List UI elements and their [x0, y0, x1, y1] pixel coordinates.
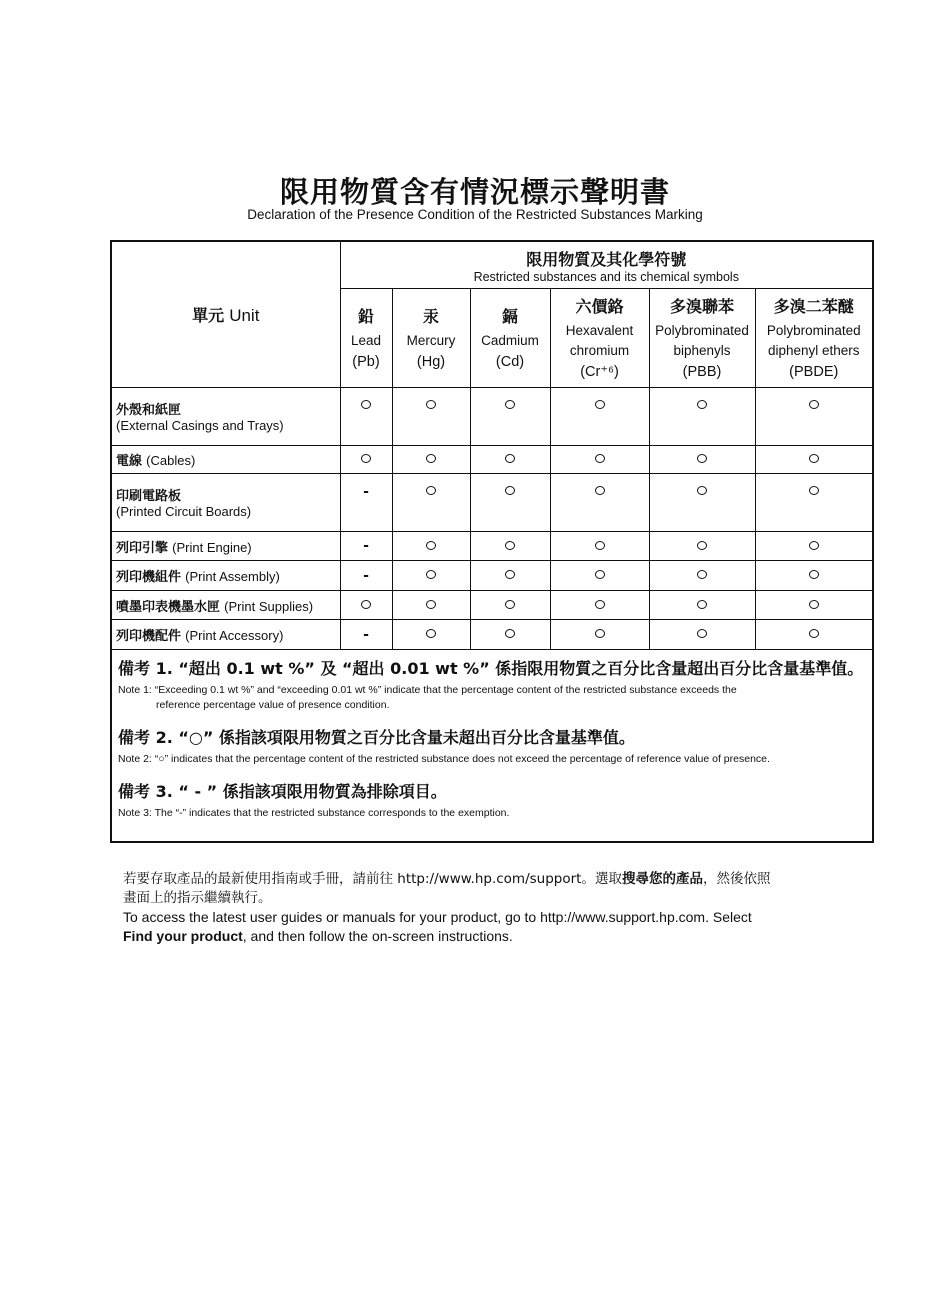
exemption-mark [340, 620, 392, 650]
table-row [112, 620, 872, 650]
not-exceeded-mark [392, 474, 470, 532]
substance-header: 鉛 Lead (Pb) [340, 289, 392, 388]
footer-instructions [123, 870, 863, 946]
circle-icon [595, 486, 605, 495]
not-exceeded-mark [755, 388, 872, 446]
circle-icon [697, 600, 707, 609]
not-exceeded-mark [470, 532, 550, 561]
circle-icon [697, 541, 707, 550]
row-unit-label: 印刷電路板 (Printed Circuit Boards) [112, 474, 340, 532]
table-row [112, 474, 872, 532]
circle-icon [505, 454, 515, 463]
not-exceeded-mark [392, 620, 470, 650]
circle-icon [595, 400, 605, 409]
substance-header: 多溴聯苯 Polybrominated biphenyls (PBB) [649, 289, 755, 388]
dash-mark: - [363, 626, 369, 643]
substance-header: 六價鉻 Hexavalent chromium (Cr⁺⁶) [550, 289, 649, 388]
not-exceeded-mark [755, 620, 872, 650]
row-unit-label: 列印引擎 (Print Engine) [112, 532, 340, 561]
dash-mark: - [363, 567, 369, 584]
substance-header: 汞 Mercury (Hg) [392, 289, 470, 388]
not-exceeded-mark [649, 474, 755, 532]
row-unit-label: 噴墨印表機墨水匣 (Print Supplies) [112, 591, 340, 620]
row-unit-label: 列印機組件 (Print Assembly) [112, 561, 340, 591]
not-exceeded-mark [470, 561, 550, 591]
circle-icon [697, 486, 707, 495]
footer-zh: 若要存取產品的最新使用指南或手冊，請前往 http://www.hp.com/support。選取搜尋您的產品，然後依照 畫面上的指示繼續執行。 [123, 871, 771, 906]
circle-icon [809, 600, 819, 609]
not-exceeded-mark [649, 591, 755, 620]
circle-icon [595, 570, 605, 579]
exemption-mark [340, 532, 392, 561]
circle-icon [595, 454, 605, 463]
not-exceeded-mark [649, 388, 755, 446]
row-unit-label: 列印機配件 (Print Accessory) [112, 620, 340, 650]
circle-icon [595, 541, 605, 550]
not-exceeded-mark [340, 591, 392, 620]
circle-icon [505, 600, 515, 609]
circle-icon [426, 600, 436, 609]
not-exceeded-mark [649, 532, 755, 561]
circle-icon [697, 400, 707, 409]
substance-header: 鎘 Cadmium (Cd) [470, 289, 550, 388]
circle-icon [595, 600, 605, 609]
circle-icon [505, 400, 515, 409]
not-exceeded-mark [755, 446, 872, 474]
circle-icon [426, 454, 436, 463]
not-exceeded-mark [550, 591, 649, 620]
not-exceeded-mark [550, 532, 649, 561]
circle-icon [426, 541, 436, 550]
substances-group-header: 限用物質及其化學符號 Restricted substances and its chemical symbols [340, 242, 872, 289]
not-exceeded-mark [755, 532, 872, 561]
circle-icon [697, 629, 707, 638]
circle-icon [361, 600, 371, 609]
not-exceeded-mark [550, 388, 649, 446]
not-exceeded-mark [550, 620, 649, 650]
not-exceeded-mark [340, 388, 392, 446]
restricted-substances-table [112, 242, 872, 650]
row-unit-label: 電線 (Cables) [112, 446, 340, 474]
note-3: 備考 3. “ - ” 係指該項限用物質為排除項目。 Note 3: The “-” indicates that the restricted substance corresponds to the exemption. [118, 782, 510, 819]
not-exceeded-mark [649, 620, 755, 650]
circle-icon [595, 629, 605, 638]
circle-icon [809, 629, 819, 638]
not-exceeded-mark [755, 474, 872, 532]
not-exceeded-mark [392, 446, 470, 474]
circle-icon [697, 570, 707, 579]
table-row [112, 561, 872, 591]
note-2: 備考 2. “○” 係指該項限用物質之百分比含量未超出百分比含量基準值。 Note 2: “○” indicates that the percentage content of the restricted substance does not exceed the percentage of reference value of presence. [118, 728, 770, 765]
not-exceeded-mark [392, 532, 470, 561]
table-row [112, 532, 872, 561]
circle-icon [809, 400, 819, 409]
circle-icon [697, 454, 707, 463]
circle-icon [426, 629, 436, 638]
not-exceeded-mark [550, 561, 649, 591]
dash-mark: - [363, 538, 369, 554]
circle-icon [426, 570, 436, 579]
table-row [112, 446, 872, 474]
not-exceeded-mark [649, 561, 755, 591]
not-exceeded-mark [340, 446, 392, 474]
dash-mark: - [363, 484, 369, 500]
exemption-mark [340, 561, 392, 591]
circle-icon [361, 400, 371, 409]
table-row [112, 591, 872, 620]
circle-icon [361, 454, 371, 463]
unit-column-header: 單元 Unit [112, 242, 340, 388]
not-exceeded-mark [392, 388, 470, 446]
not-exceeded-mark [550, 446, 649, 474]
not-exceeded-mark [755, 561, 872, 591]
not-exceeded-mark [470, 474, 550, 532]
circle-icon [809, 570, 819, 579]
not-exceeded-mark [470, 388, 550, 446]
not-exceeded-mark [470, 620, 550, 650]
footer-en: To access the latest user guides or manuals for your product, go to http://www.support.hp.com. Select Find your product, and then follow the on-screen instructions. [123, 909, 752, 944]
not-exceeded-mark [649, 446, 755, 474]
circle-icon [505, 541, 515, 550]
not-exceeded-mark [470, 591, 550, 620]
notes-section [118, 656, 868, 833]
document-subtitle: Declaration of the Presence Condition of the Restricted Substances Marking [247, 207, 703, 222]
circle-icon [426, 486, 436, 495]
declaration-frame [110, 240, 874, 843]
note-1: 備考 1. “超出 0.1 wt %” 及 “超出 0.01 wt %” 係指限用物質之百分比含量超出百分比含量基準值。 Note 1: “Exceeding 0.1 wt %” and “exceeding 0.01 wt %” indicate that the percentage content of the restricted substance exceeds the reference percentage value of presence condition. [118, 659, 864, 711]
table-row [112, 388, 872, 446]
not-exceeded-mark [392, 561, 470, 591]
circle-icon [505, 486, 515, 495]
row-unit-label: 外殼和紙匣 (External Casings and Trays) [112, 388, 340, 446]
circle-icon [809, 486, 819, 495]
circle-icon [809, 541, 819, 550]
substance-header: 多溴二苯醚 Polybrominated diphenyl ethers (PBDE) [755, 289, 872, 388]
not-exceeded-mark [392, 591, 470, 620]
not-exceeded-mark [755, 591, 872, 620]
document-title: 限用物質含有情況標示聲明書 [279, 175, 670, 209]
circle-icon [426, 400, 436, 409]
circle-icon [505, 629, 515, 638]
not-exceeded-mark [470, 446, 550, 474]
circle-icon [809, 454, 819, 463]
exemption-mark [340, 474, 392, 532]
circle-icon [505, 570, 515, 579]
not-exceeded-mark [550, 474, 649, 532]
